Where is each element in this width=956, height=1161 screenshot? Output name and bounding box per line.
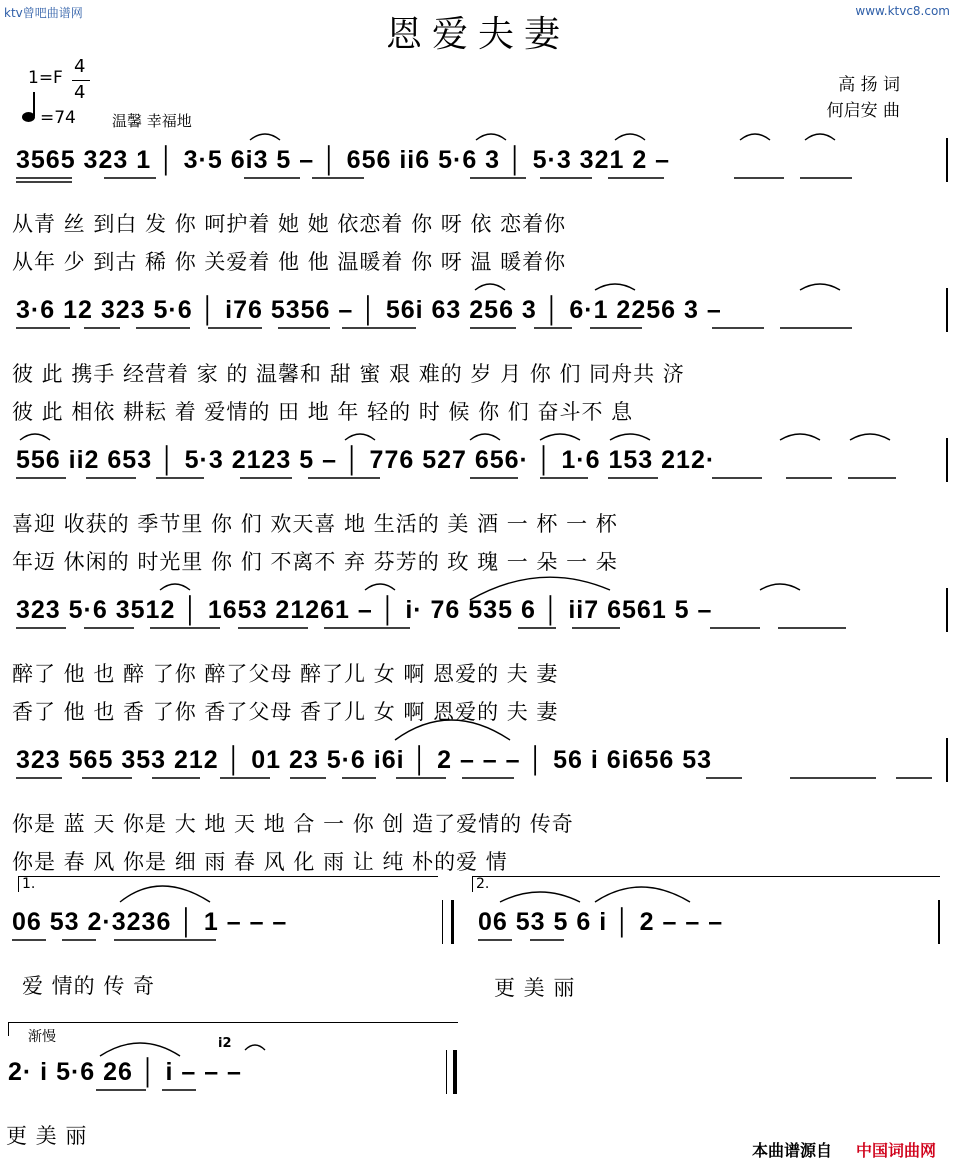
slur-mark	[470, 577, 610, 600]
ending-2-lyrics: 更 美 丽	[494, 976, 576, 1000]
ending-1-notes: 06 53 2·3236 │ 1 – – –	[12, 908, 288, 936]
slur-mark	[800, 284, 840, 290]
system-5-lyrics-verse-1: 你是 蓝 天 你是 大 地 天 地 合 一 你 创 造了爱情的 传奇	[12, 812, 574, 836]
system-1-notes: 3565 323 1 │ 3·5 6i3 5 – │ 656 ii6 5·6 3 │ 5·3 321 2 –	[16, 146, 671, 174]
system-5-notes: 323 565 353 212 │ 01 23 5·6 i6i │ 2 – – – │ 56 i 6i656 53	[16, 746, 713, 774]
system-4-lyrics-verse-1: 醉了 他 也 醉 了你 醉了父母 醉了儿 女 啊 恩爱的 夫 妻	[12, 662, 559, 686]
footer-site-name[interactable]: 中国词曲网	[856, 1141, 937, 1160]
slur-mark	[20, 434, 50, 440]
coda-notes: 2· i 5·6 26 │ i – – –	[8, 1058, 242, 1086]
system-2-notes: 3·6 12 323 5·6 │ i76 5356 – │ 56i 63 256 3 │ 6·1 2256 3 –	[16, 296, 722, 324]
system-1-lyrics-verse-1: 从青 丝 到白 发 你 呵护着 她 她 依恋着 你 呀 依 恋着你	[12, 212, 567, 236]
tempo-marking: =74	[40, 108, 76, 128]
system-3-notes: 556 ii2 653 │ 5·3 2123 5 – │ 776 527 656· │ 1·6 153 212·	[16, 446, 716, 474]
slur-mark	[595, 887, 690, 902]
slur-mark	[610, 434, 650, 440]
slur-mark	[470, 434, 500, 440]
slur-mark	[250, 134, 280, 140]
system-4-notes: 323 5·6 3512 │ 1653 21261 – │ i· 76 535 6 │ ii7 6561 5 –	[16, 596, 713, 624]
slur-mark	[540, 434, 580, 440]
system-3-lyrics-verse-2: 年迈 休闲的 时光里 你 们 不离不 弃 芬芳的 玫 瑰 一 朵 一 朵	[12, 550, 618, 574]
slur-mark	[760, 584, 800, 590]
slur-mark	[245, 1045, 265, 1050]
watermark-right: www.ktvc8.com	[855, 4, 950, 18]
system-2-lyrics-verse-1: 彼 此 携手 经营着 家 的 温馨和 甜 蜜 艰 难的 岁 月 你 们 同舟共 济	[12, 362, 685, 386]
slur-mark	[740, 134, 770, 140]
slur-mark	[850, 434, 890, 440]
slur-mark	[500, 892, 580, 902]
ending-1-label: 1.	[22, 876, 36, 892]
slur-mark	[395, 720, 510, 740]
song-title: 恩爱夫妻	[385, 14, 570, 55]
slur-mark	[595, 284, 635, 290]
system-2-lyrics-verse-2: 彼 此 相依 耕耘 着 爱情的 田 地 年 轻的 时 候 你 们 奋斗不 息	[12, 400, 634, 424]
slur-mark	[780, 434, 820, 440]
grace-notes: i2	[218, 1036, 232, 1051]
slur-mark	[475, 284, 505, 290]
ending-1-lyrics: 爱 情的 传 奇	[22, 974, 156, 998]
lyricist-credit: 高 扬 词	[838, 75, 900, 95]
system-5-lyrics-verse-2: 你是 春 风 你是 细 雨 春 风 化 雨 让 纯 朴的爱 情	[12, 850, 508, 874]
composer-credit: 何启安 曲	[826, 101, 900, 121]
slur-mark	[615, 134, 645, 140]
expression-marking: 温馨 幸福地	[112, 112, 192, 130]
time-signature-top: 4	[74, 56, 86, 77]
slur-mark	[365, 584, 395, 590]
footer-source-label: 本曲谱源自	[752, 1141, 833, 1160]
ending-2-notes: 06 53 5 6 i │ 2 – – –	[478, 908, 724, 936]
ending-2-label: 2.	[476, 876, 490, 892]
ritardando-marking: 渐慢	[28, 1029, 56, 1045]
slur-mark	[345, 434, 375, 440]
watermark-left: ktv曾吧曲谱网	[4, 6, 83, 20]
key-signature: 1=F	[28, 68, 63, 88]
slur-mark	[160, 584, 190, 590]
slur-mark	[120, 886, 210, 902]
system-1-lyrics-verse-2: 从年 少 到古 稀 你 关爱着 他 他 温暖着 你 呀 温 暖着你	[12, 250, 567, 274]
slur-mark	[100, 1043, 180, 1056]
slur-mark	[805, 134, 835, 140]
time-signature-bottom: 4	[74, 82, 86, 103]
system-3-lyrics-verse-1: 喜迎 收获的 季节里 你 们 欢天喜 地 生活的 美 酒 一 杯 一 杯	[12, 512, 618, 536]
system-4-lyrics-verse-2: 香了 他 也 香 了你 香了父母 香了儿 女 啊 恩爱的 夫 妻	[12, 700, 559, 724]
coda-lyrics: 更 美 丽	[6, 1124, 88, 1148]
slur-mark	[476, 134, 506, 140]
